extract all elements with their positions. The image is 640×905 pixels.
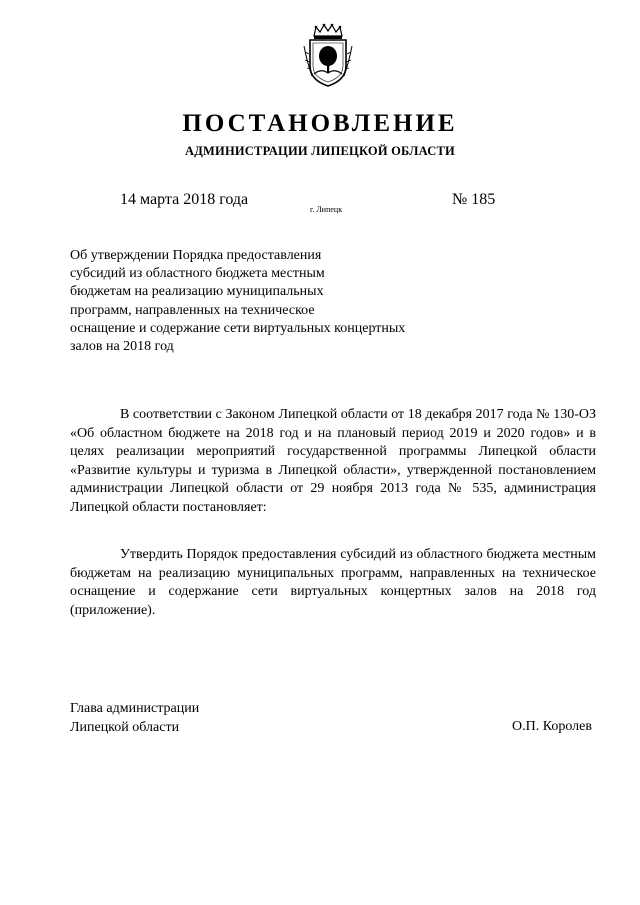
subject-line: оснащение и содержание сети виртуальных концертных <box>70 320 406 336</box>
document-issuer: АДМИНИСТРАЦИИ ЛИПЕЦКОЙ ОБЛАСТИ <box>185 144 455 158</box>
body-paragraph-resolution: Утвердить Порядок предоставления субсидий из областного бюджета местным бюджетам на реализацию муниципальных программ, направленных на техническое оснащение и содержание сети виртуальных концертных залов на 2018 год (приложение). <box>70 547 596 618</box>
document-number: № 185 <box>452 191 496 208</box>
subject-line: залов на 2018 год <box>70 339 174 355</box>
signer-position-line: Липецкой области <box>70 719 180 735</box>
lipetsk-coat-of-arms-icon <box>302 22 354 88</box>
signer-position <box>70 700 199 737</box>
document-city: г. Липецк <box>310 205 343 214</box>
document-subject <box>70 247 450 356</box>
signer-position-line: Глава администрации <box>70 701 200 716</box>
document-title: ПОСТАНОВЛЕНИЕ <box>182 110 458 137</box>
subject-line: программ, направленных на техническое <box>70 302 315 318</box>
subject-line: Об утверждении Порядка предоставления <box>70 248 322 263</box>
subject-line: субсидий из областного бюджета местным <box>70 266 325 282</box>
subject-line: бюджетам на реализацию муниципальных <box>70 284 324 300</box>
document-date: 14 марта 2018 года <box>120 191 249 208</box>
body-paragraph-preamble: В соответствии с Законом Липецкой области от 18 декабря 2017 года № 130-ОЗ «Об областном бюджете на 2018 год и на плановый период 2019 и 2020 годов» и в целях реализации мероприятий государственной программы Липецкой области «Развитие культуры и туризма в Липецкой области», утвержденной постановлением администрации Липецкой области от 29 ноября 2013 года № 535, администрация Липецкой области постановляет: <box>70 407 596 515</box>
signer-name: О.П. Королев <box>512 719 592 734</box>
